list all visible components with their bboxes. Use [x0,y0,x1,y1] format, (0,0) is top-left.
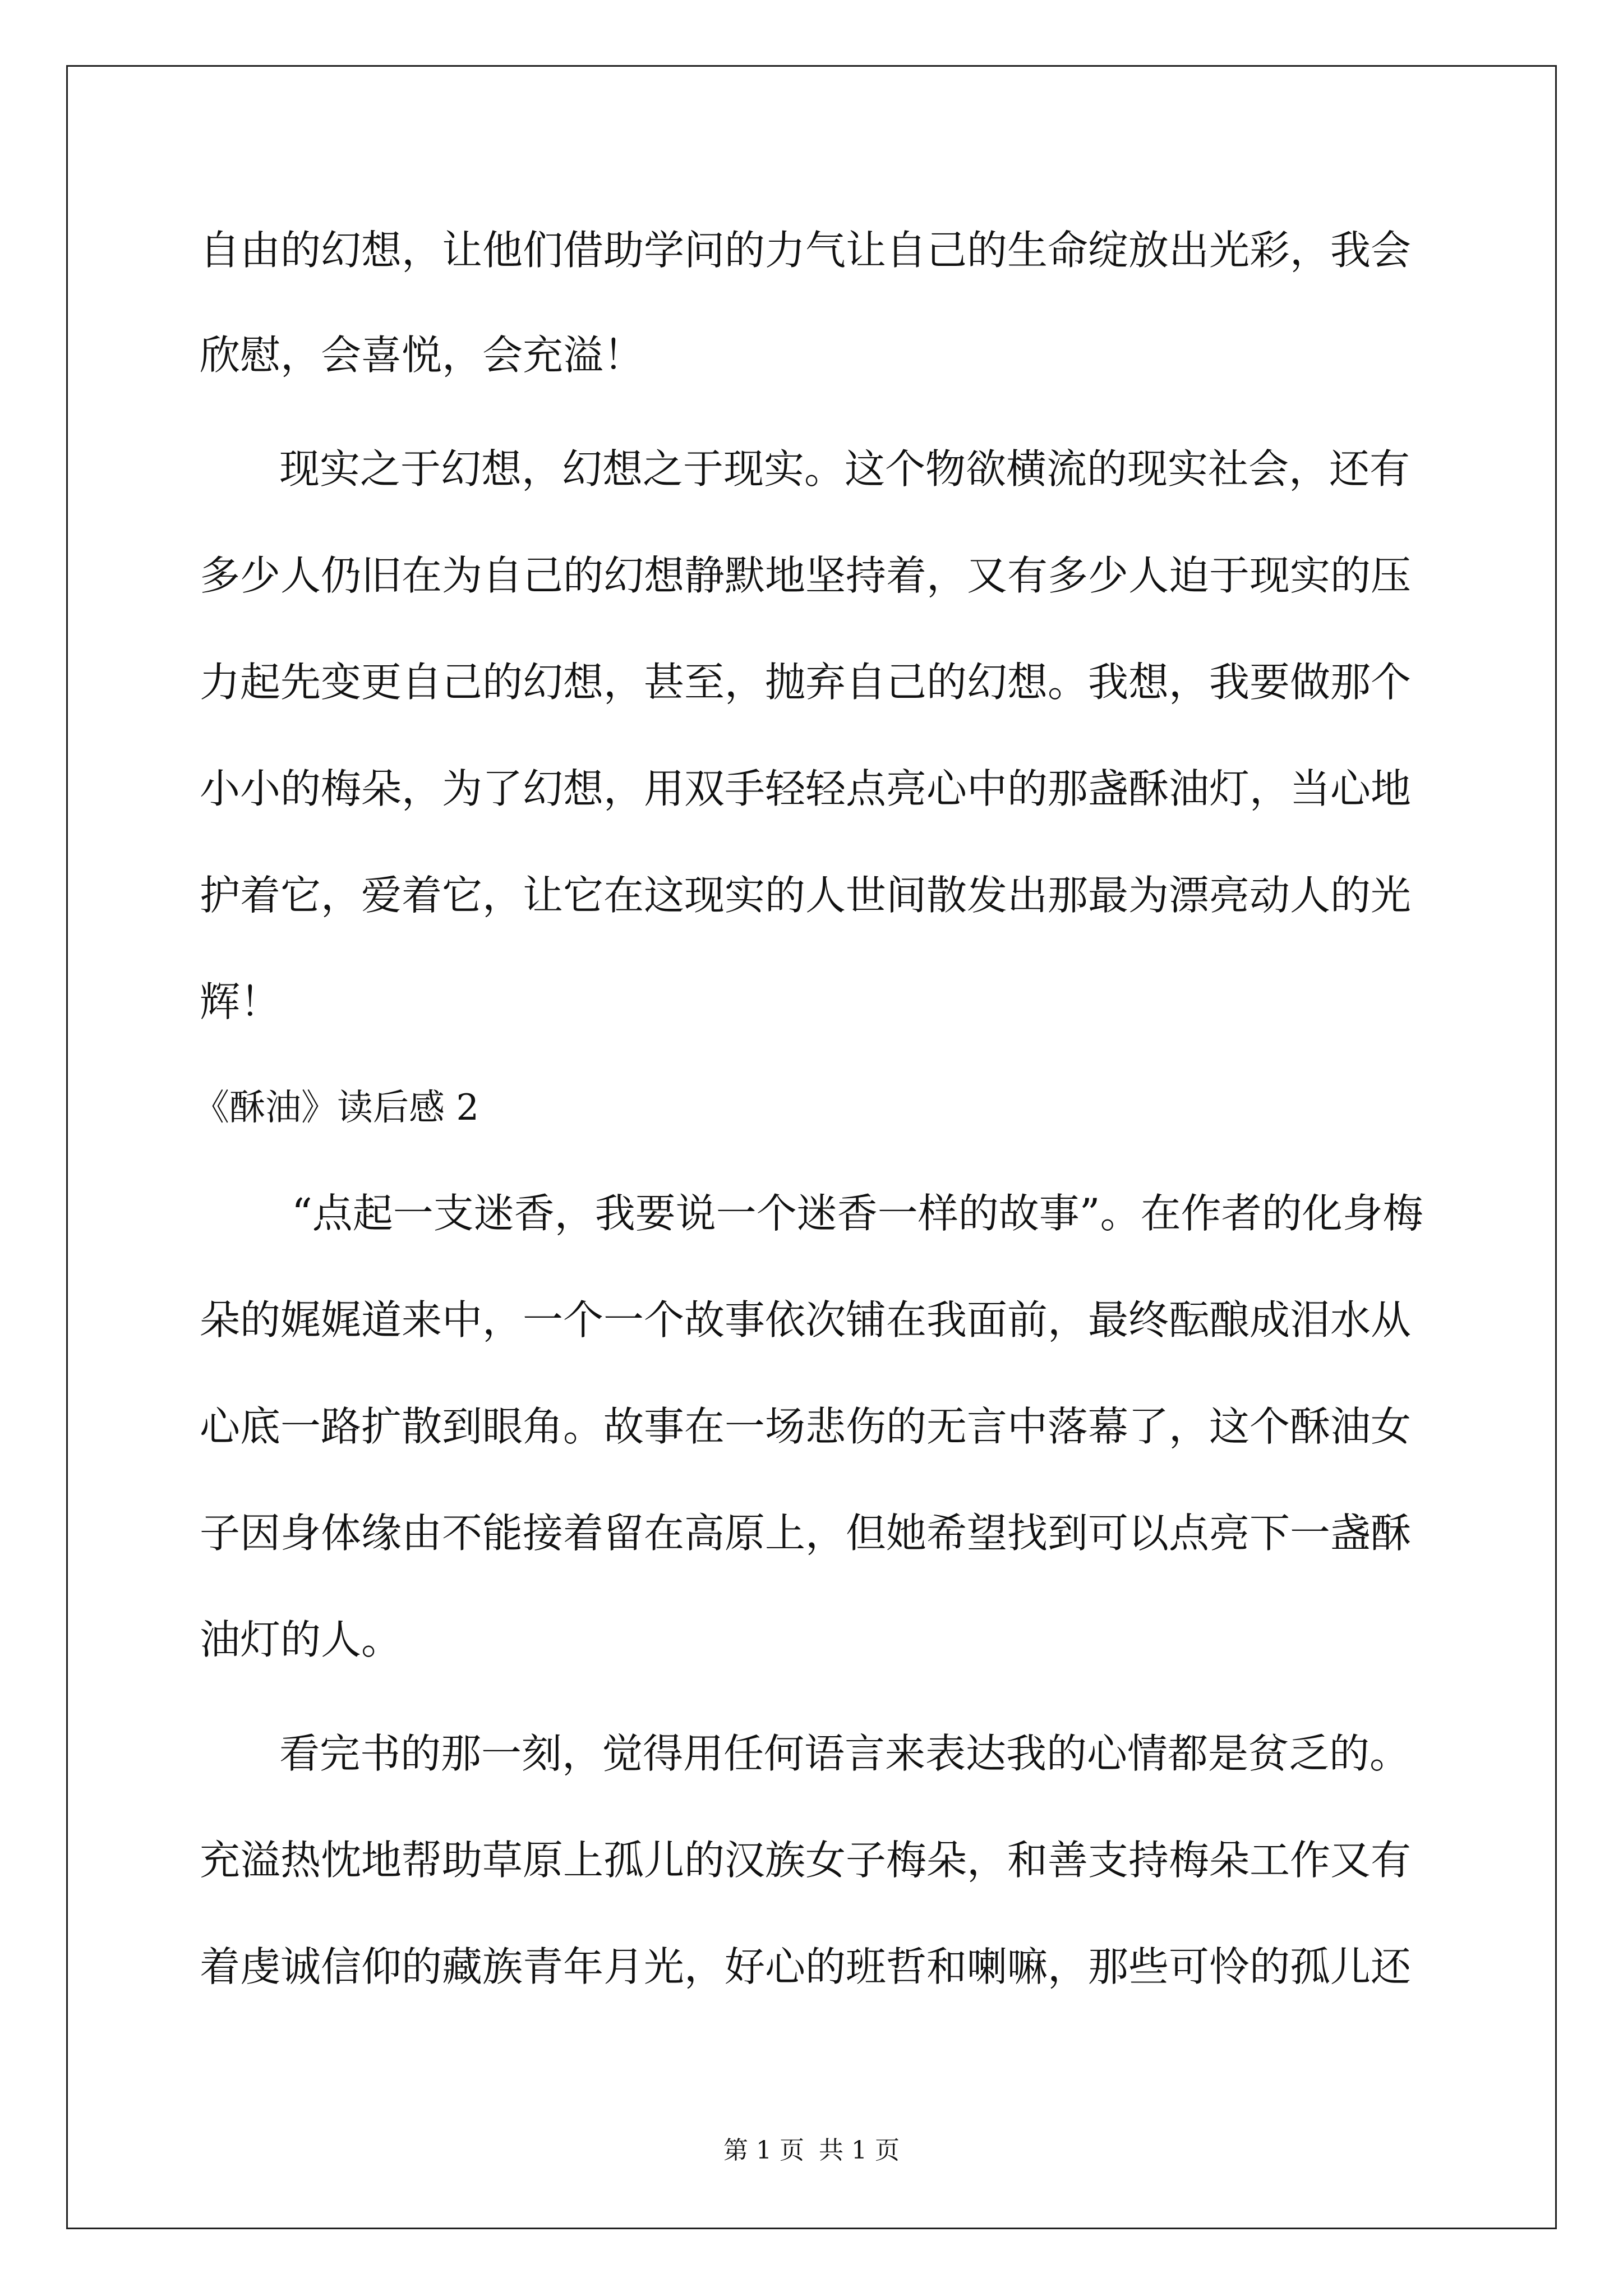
paragraph-3-line-5: 油灯的人。 [200,1616,402,1663]
paragraph-4-line-1: 看完书的那一刻，觉得用任何语言来表达我的心情都是贫乏的。 [279,1730,1410,1777]
paragraph-2-line-3: 力起先变更自己的幻想，甚至，抛弃自己的幻想。我想，我要做那个 [200,659,1412,706]
page-footer [0,2138,1623,2163]
paragraph-1-line-1: 自由的幻想，让他们借助学问的力气让自己的生命绽放出光彩，我会 [200,227,1412,274]
paragraph-3-line-3: 心底一路扩散到眼角。故事在一场悲伤的无言中落幕了，这个酥油女 [200,1403,1412,1450]
paragraph-2-line-4: 小小的梅朵，为了幻想，用双手轻轻点亮心中的那盏酥油灯，当心地 [200,765,1412,812]
paragraph-3-line-2: 朵的娓娓道来中，一个一个故事依次铺在我面前，最终酝酿成泪水从 [200,1296,1412,1343]
page-border [66,65,1557,2229]
paragraph-2-line-2: 多少人仍旧在为自己的幻想静默地坚持着，又有多少人迫于现实的压 [200,552,1412,599]
paragraph-4-line-2: 充溢热忱地帮助草原上孤儿的汉族女子梅朵，和善支持梅朵工作又有 [200,1837,1412,1884]
section-heading: 《酥油》读后感 2 [193,1087,479,1129]
paragraph-3-line-1: “点起一支迷香，我要说一个迷香一样的故事”。在作者的化身梅 [292,1190,1423,1237]
page-number-total: 共 1 页 [819,2136,900,2165]
paragraph-2-line-5: 护着它，爱着它，让它在这现实的人世间散发出那最为漂亮动人的光 [200,872,1412,919]
paragraph-2-line-6: 辉！ [200,978,281,1025]
paragraph-4-line-3: 着虔诚信仰的藏族青年月光，好心的班哲和喇嘛，那些可怜的孤儿还 [200,1943,1412,1990]
page-number-current: 第 1 页 [723,2136,804,2165]
paragraph-3-line-4: 子因身体缘由不能接着留在高原上，但她希望找到可以点亮下一盏酥 [200,1510,1412,1557]
paragraph-2-line-1: 现实之于幻想，幻想之于现实。这个物欲横流的现实社会，还有 [279,445,1410,493]
paragraph-1-line-2: 欣慰，会喜悦，会充溢！ [200,332,644,379]
